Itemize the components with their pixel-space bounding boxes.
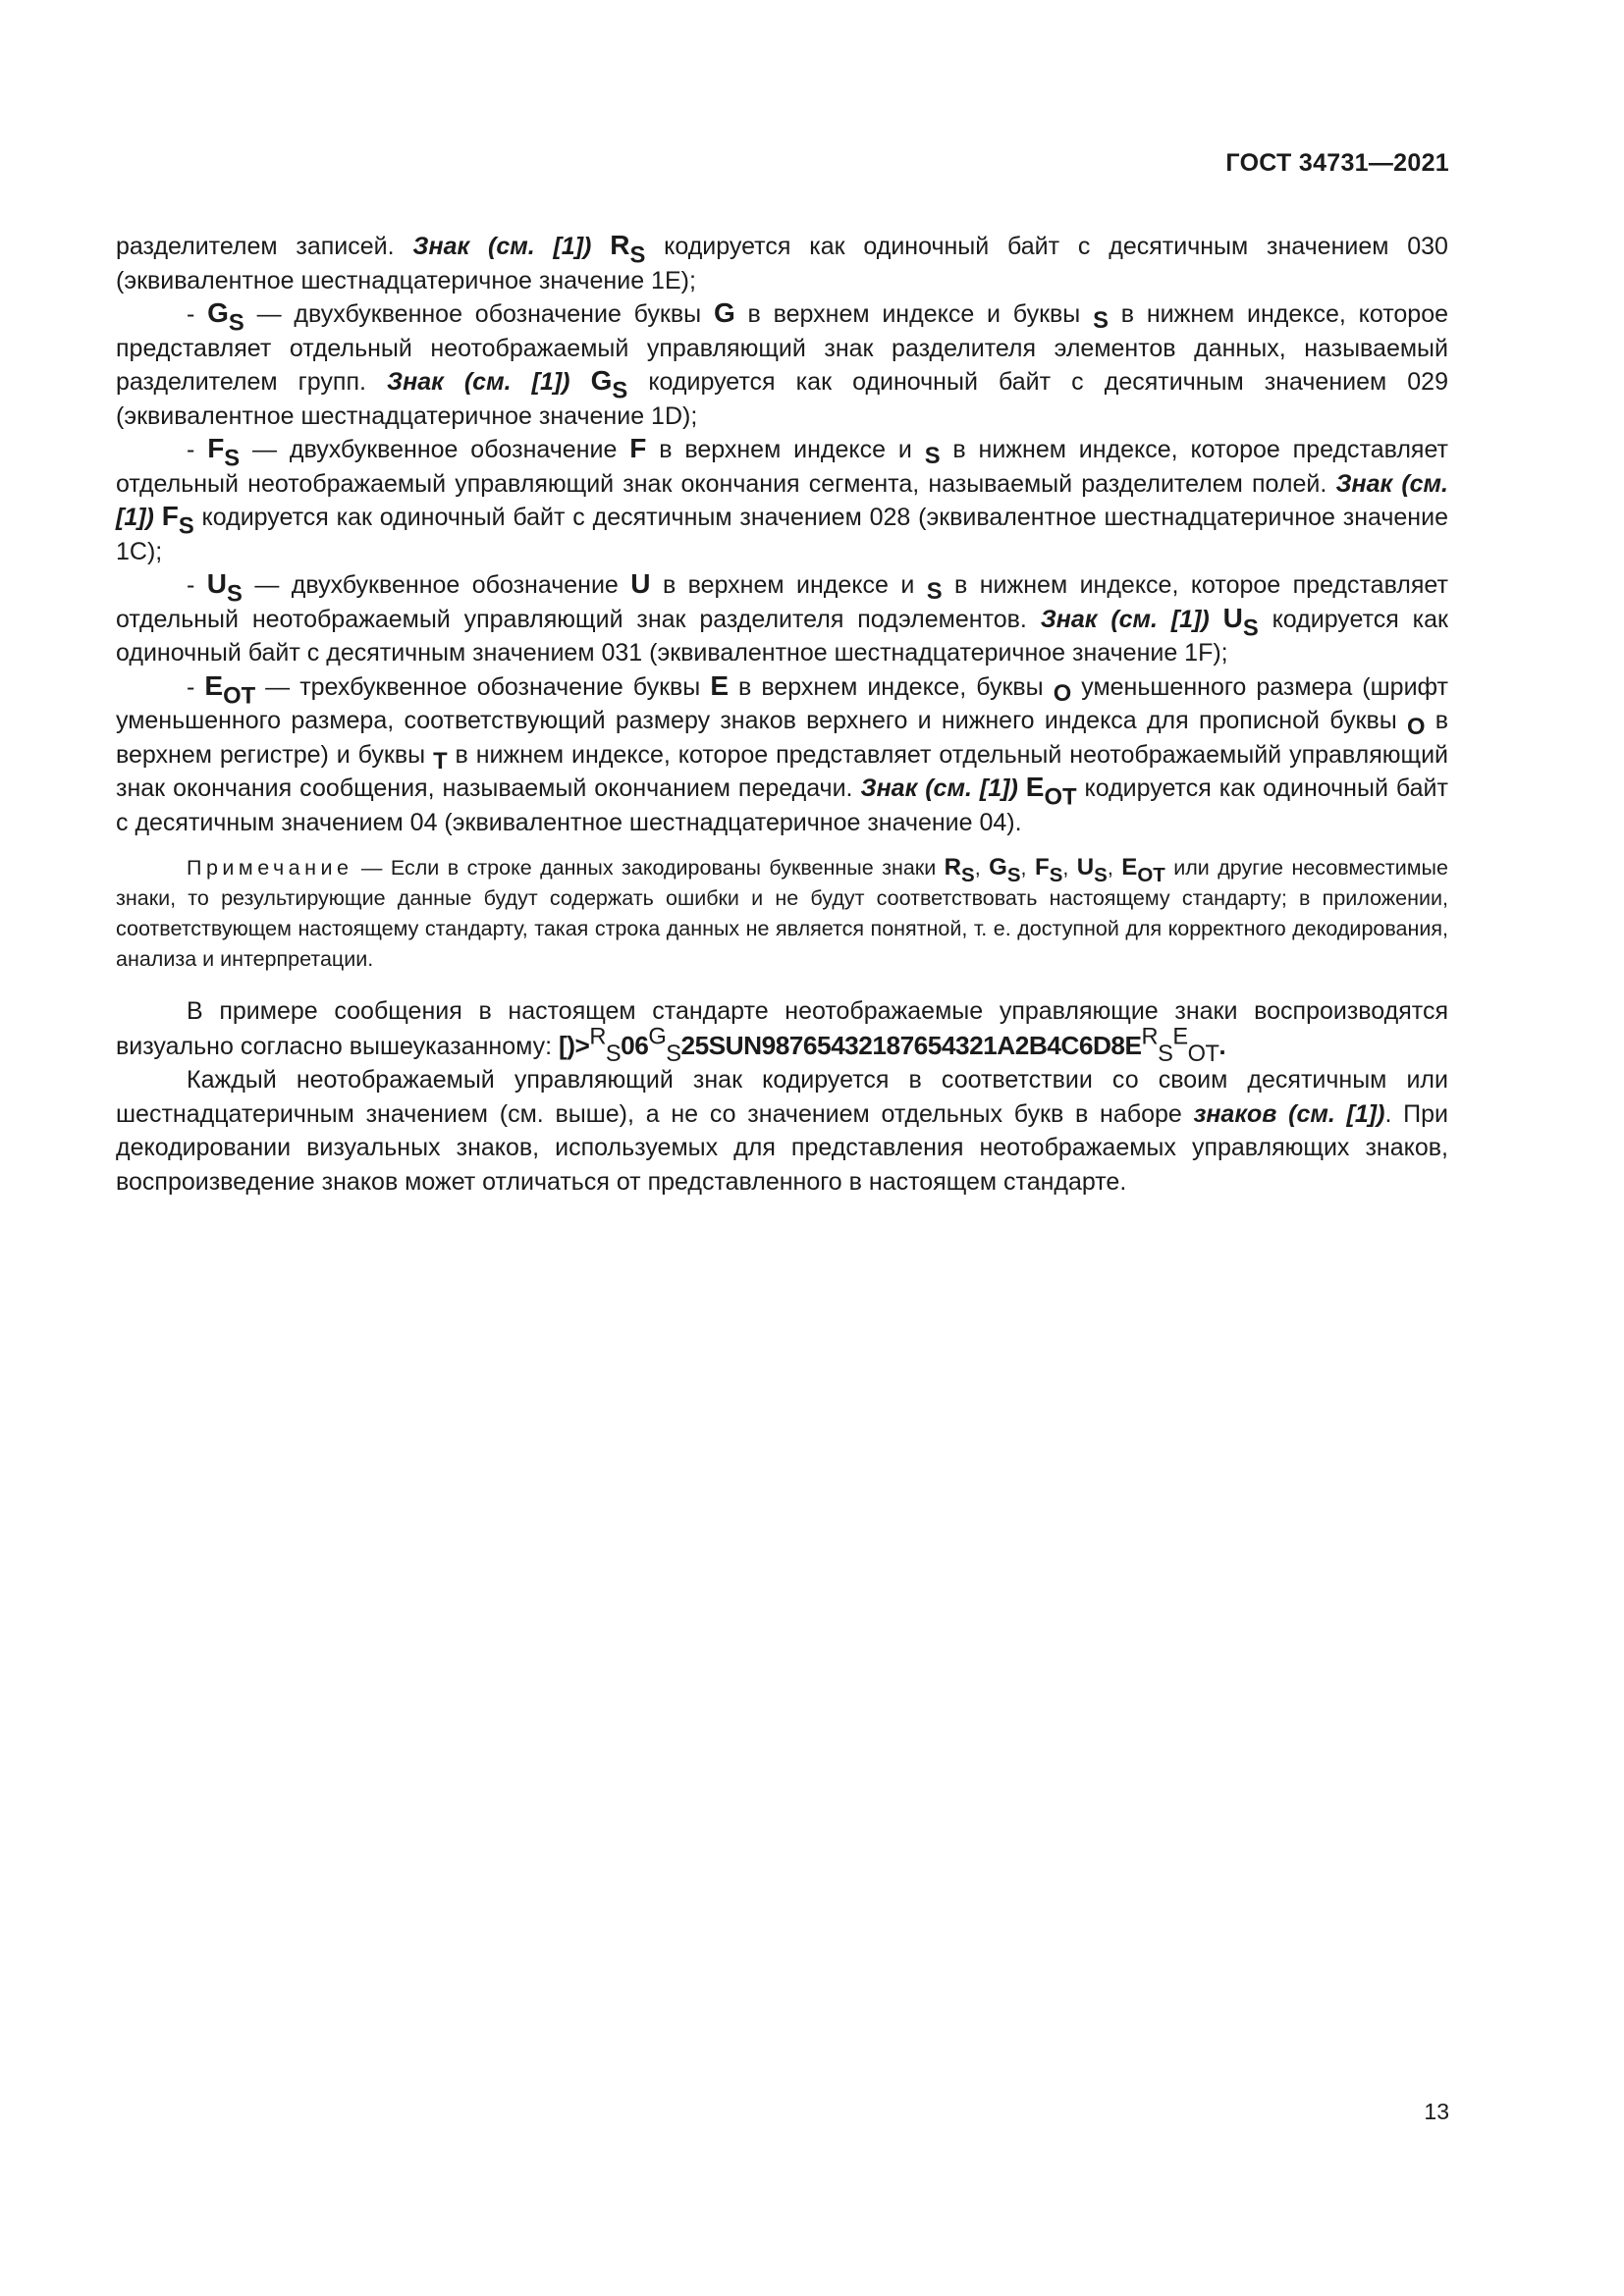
glyph-s: S	[1093, 306, 1109, 334]
reference: Знак (см. [1])	[387, 368, 570, 396]
glyph-us: $U_S$	[1222, 602, 1259, 641]
glyph-eot: $E_{OT}$	[204, 669, 256, 709]
glyph-o: O	[1406, 713, 1426, 740]
glyph-us: $U_S$	[206, 568, 243, 608]
paragraph-rs: разделителем записей. Знак (см. [1]) $R_S$ кодируется как одиночный байт с десятичным значением 030 (эквивалентное шестнадцатеричное значение 1E);	[116, 230, 1448, 294]
note: Примечание — Если в строке данных закодированы буквенные знаки $R_S$, $G_S$, $F_S$, $U_S$, $E_{OT}$ или другие несовместимые знаки, то результирующие данные будут содержать ошибки и не будут соответствовать настоящему стандарту; в приложении, соответствующем настоящему стандарту, такая строка данных не является понятной, т. е. доступной для корректного декодирования, анализа и интерпретации.	[116, 854, 1448, 971]
paragraph-fs: - $F_S$ — двухбуквенное обозначение F в верхнем индексе и S в нижнем индексе, которое представляет отдельный неотображаемый управляющий знак окончания сегмента, называемый разделителем полей. Знак (см. [1]) $F_S$ кодируется как одиночный байт с десятичным значением 028 (эквивалентное шестнадцатеричное значение 1C);	[116, 433, 1448, 565]
glyph-s: S	[926, 577, 943, 605]
glyph-e: E	[710, 669, 729, 701]
reference: Знак (см. [1])	[860, 774, 1018, 802]
glyph-rs: $R_S$	[944, 854, 975, 887]
glyph-s: S	[924, 442, 941, 469]
glyph-fs: $F_S$	[1034, 854, 1063, 887]
glyph-g: G	[713, 297, 735, 328]
note-label: Примечание	[187, 856, 353, 880]
example-message: $[)>^R_S06^G_S25SUN98765432187654321A2B4C6D8E^R_S^E_{OT}$.	[559, 1023, 1226, 1067]
body-text	[116, 230, 1448, 1199]
paragraph-decoding: Каждый неотображаемый управляющий знак кодируется в соответствии со своим десятичным или шестнадцатеричным значением (см. выше), а не со значением отдельных букв в наборе знаков (см. [1]). При декодировании визуальных знаков, используемых для представления неотображаемых управляющих знаков, воспроизведение знаков может отличаться от представленного в настоящем стандарте.	[116, 1066, 1448, 1196]
glyph-us: $U_S$	[1076, 854, 1108, 887]
glyph-f: F	[629, 433, 647, 463]
glyph-t: T	[433, 747, 448, 774]
reference: Знак (см. [1])	[1040, 605, 1210, 633]
glyph-u: U	[630, 568, 651, 599]
reference: Знак (см. [1])	[412, 233, 592, 260]
example-paragraph: В примере сообщения в настоящем стандарте неотображаемые управляющие знаки воспроизводятся визуально согласно вышеуказанному: $[)>^R_S06^G_S25SUN98765432187654321A2B4C6D8E^R_S^E_{OT}$.	[116, 997, 1448, 1067]
glyph-fs: $F_S$	[207, 433, 241, 472]
standard-header: ГОСТ 34731—2021	[1225, 149, 1449, 177]
glyph-gs: $G_S$	[989, 854, 1021, 887]
glyph-fs: $F_S$	[161, 501, 194, 540]
paragraph-eot: - $E_{OT}$ — трехбуквенное обозначение буквы E в верхнем индексе, буквы O уменьшенного размера (шрифт уменьшенного размера, соответствующий размеру знаков верхнего и нижнего индекса для прописной буквы O в верхнем регистре) и буквы T в нижнем индексе, которое представляет отдельный неотображаемыйй управляющий знак окончания сообщения, называемый окончанием передачи. Знак (см. [1]) $E_{OT}$ кодируется как одиночный байт с десятичным значением 04 (эквивалентное шестнадцатеричное значение 04).	[116, 669, 1449, 836]
page-number: 13	[1424, 2099, 1449, 2124]
glyph-rs: $R_S$	[610, 230, 646, 269]
paragraph-gs: - $G_S$ — двухбуквенное обозначение буквы G в верхнем индексе и буквы S в нижнем индексе, которое представляет отдельный неотображаемый управляющий знак разделителя элементов данных, называемый разделителем групп. Знак (см. [1]) $G_S$ кодируется как одиночный байт с десятичным значением 029 (эквивалентное шестнадцатеричное значение 1D);	[116, 297, 1449, 430]
glyph-gs: $G_S$	[590, 365, 628, 404]
glyph-gs: $G_S$	[207, 297, 244, 337]
reference: Знак (см. [1])	[116, 469, 1448, 531]
paragraph-us: - $U_S$ — двухбуквенное обозначение U в верхнем индексе и S в нижнем индексе, которое представляет отдельный неотображаемый управляющий знак разделителя подэлементов. Знак (см. [1]) $U_S$ кодируется как одиночный байт с десятичным значением 031 (эквивалентное шестнадцатеричное значение 1F);	[116, 568, 1448, 667]
glyph-eot: $E_{OT}$	[1121, 854, 1165, 887]
reference: знаков (см. [1])	[1193, 1099, 1385, 1128]
glyph-o: O	[1053, 679, 1072, 707]
glyph-eot: $E_{OT}$	[1025, 772, 1077, 811]
